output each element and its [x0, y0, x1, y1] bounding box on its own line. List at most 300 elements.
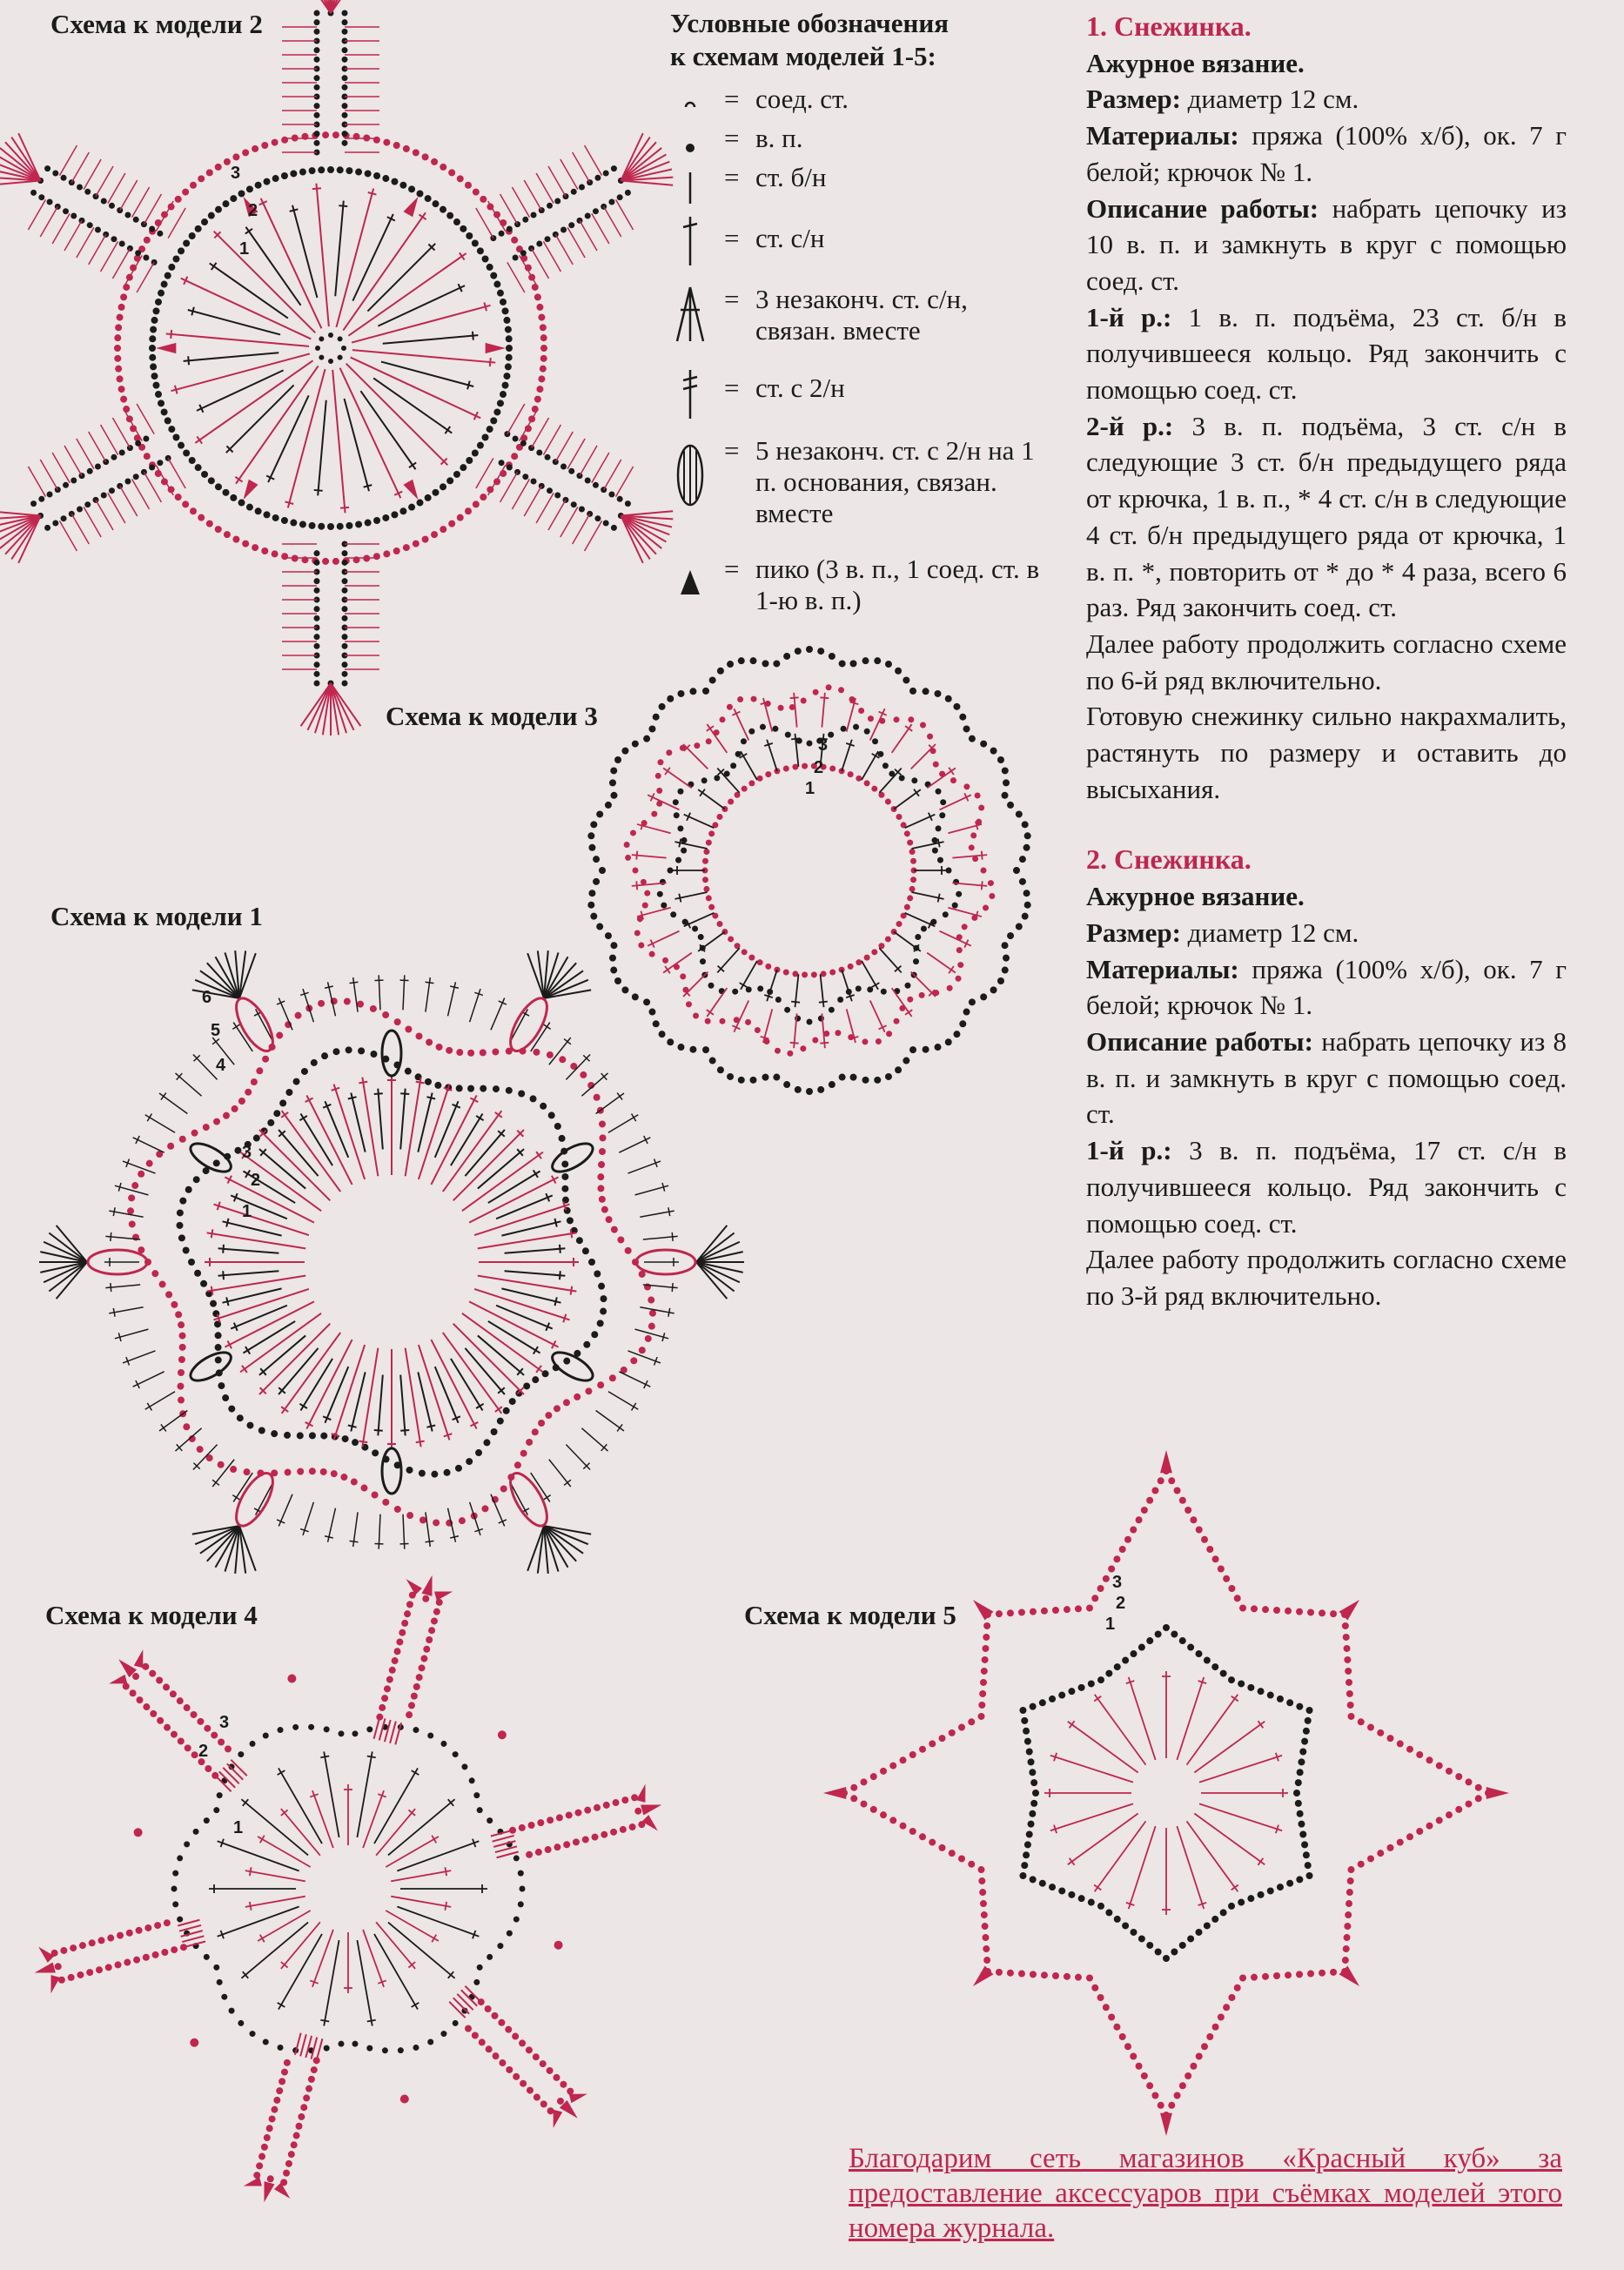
scheme-3-edge-dot: [738, 657, 745, 664]
scheme-2-pink-dot: [431, 158, 438, 165]
scheme-2-arm-fringe: [108, 493, 125, 523]
scheme-4-arm-base: [300, 2034, 306, 2056]
scheme-1-stitch-mark: [416, 1082, 425, 1084]
scheme-2-arm-fringe: [524, 180, 541, 211]
scheme-3-pink-dot: [885, 799, 891, 805]
scheme-2-pink-dot: [538, 375, 545, 382]
scheme-4-arm-dot: [582, 1836, 589, 1843]
scheme-4-arm-dot: [408, 1702, 415, 1709]
scheme-5-pink-dot: [1179, 2082, 1186, 2089]
scheme-5-chain-dot: [1029, 1769, 1036, 1776]
scheme-2-arm-dot: [47, 199, 53, 205]
scheme-4-arm-dot: [486, 2045, 493, 2052]
scheme-5-pink-dot: [1113, 2024, 1120, 2031]
scheme-1-stitch-mark: [223, 1271, 224, 1279]
scheme-2-pink-dot: [120, 293, 127, 300]
scheme-5-chain-dot: [1277, 1884, 1284, 1891]
scheme-5-stitch-mark: [1258, 1721, 1263, 1728]
scheme-2-arm-dot: [531, 212, 537, 218]
scheme-4-chain-dot: [477, 1807, 483, 1813]
scheme-2-pink-dot: [261, 142, 268, 149]
scheme-2-chain-dot: [150, 363, 157, 370]
scheme-3-stitch-mark: [982, 881, 983, 890]
scheme-5-chain-dot: [1028, 1821, 1035, 1828]
scheme-1-chain-dot: [532, 1376, 539, 1383]
scheme-2-chain-dot: [497, 290, 504, 297]
scheme-2-chain-dot: [355, 169, 362, 176]
scheme-5-pink-dot: [1475, 1795, 1482, 1802]
scheme-1-pink-dot: [594, 1094, 601, 1101]
caption-scheme-3: Схема к модели 3: [386, 701, 598, 731]
scheme-5-pink-dot: [1319, 1609, 1325, 1616]
scheme-2-chain-dot: [503, 317, 510, 324]
scheme-2-arm-dot: [314, 112, 320, 118]
scheme-2-chain-dot: [290, 170, 297, 177]
scheme-2-arm-dot: [547, 487, 553, 494]
scheme-4-arm-dot: [293, 2132, 300, 2139]
scheme-3-edge-dot: [953, 1031, 960, 1038]
scheme-2-row-label: 3: [231, 164, 241, 183]
scheme-5-row-label: 2: [1116, 1594, 1126, 1613]
scheme-3-pink-dot: [708, 830, 715, 836]
scheme-4-chain-dot: [413, 1727, 419, 1733]
scheme-2-stitch-mark: [166, 333, 309, 346]
scheme-5-diagram: [792, 1445, 1540, 2124]
scheme-2-stitch-mark: [368, 192, 377, 195]
scheme-2-chain-dot: [208, 477, 215, 484]
scheme-4-chain-dot: [229, 2008, 235, 2014]
scheme-3-pink-dot: [801, 697, 807, 703]
scheme-3-pink-dot: [838, 687, 844, 693]
scheme-5-pink-dot: [1344, 1645, 1351, 1652]
scheme-1-chain-dot: [179, 1198, 186, 1205]
scheme-1-edge-mark: [543, 1495, 550, 1501]
scheme-2-arm-fringe: [40, 460, 57, 490]
scheme-5-pink-dot: [1347, 1713, 1354, 1720]
scheme-2-stitch-mark: [226, 385, 294, 453]
scheme-5-pink-dot: [1158, 1477, 1164, 1484]
scheme-5-chain-dot: [1131, 1929, 1137, 1936]
scheme-1-pink-dot: [533, 1049, 540, 1056]
scheme-3-stitch-mark: [905, 1010, 912, 1015]
scheme-5-chain-dot: [1105, 1909, 1112, 1916]
scheme-5-chain-dot: [1131, 1650, 1137, 1657]
scheme-2-arm-fringe: [52, 213, 70, 244]
scheme-1-stitch-mark: [400, 1089, 405, 1150]
scheme-5-chain-dot: [1295, 1779, 1302, 1786]
scheme-3-stitch-mark: [914, 789, 919, 796]
scheme-4-arm-dot: [184, 1704, 191, 1711]
scheme-1-stitch-mark: [400, 1430, 409, 1431]
scheme-3-pink-dot: [702, 876, 708, 883]
scheme-1-stitch-mark: [348, 1425, 357, 1427]
scheme-4-chain-dot: [278, 2045, 284, 2051]
scheme-1-stitch-mark: [400, 1093, 409, 1094]
scheme-2-arm-fringe: [548, 166, 566, 197]
scheme-1-chain-dot: [466, 1458, 473, 1465]
scheme-1-pink-dot: [178, 1356, 185, 1363]
scheme-2-arm-fringe: [156, 201, 173, 232]
scheme-3-edge-dot: [980, 741, 987, 748]
scheme-4-arm-dot: [132, 1673, 139, 1680]
scheme-2-arm-dot: [314, 29, 320, 35]
scheme-4-arm-dot: [156, 1677, 163, 1684]
scheme-1-pink-dot: [599, 1196, 606, 1203]
scheme-4-arm-dot: [392, 1657, 399, 1664]
model-1-row-1: 1-й р.: 1 в. п. подъёма, 23 ст. б/н в получившееся кольцо. Ряд закончить с помощью соед. ст.: [1086, 301, 1567, 406]
scheme-4-stitch-mark: [245, 1870, 305, 1881]
scheme-4-stitch-mark: [245, 1897, 305, 1907]
scheme-4-picot: [406, 1579, 422, 1595]
scheme-2-arm-dot: [611, 165, 617, 171]
scheme-4-arm-dot: [225, 1745, 232, 1752]
instructions-column: [1086, 9, 1567, 1314]
scheme-2-chain-dot: [490, 417, 497, 424]
scheme-2-pink-dot: [252, 145, 258, 152]
scheme-2-chain-dot: [172, 256, 179, 263]
scheme-3-pink-dot: [706, 840, 712, 846]
scheme-2-pink-dot: [540, 324, 547, 331]
scheme-2-stitch-mark: [236, 366, 319, 483]
scheme-5-chain-dot: [1293, 1790, 1300, 1797]
scheme-1-chain-dot: [591, 1331, 598, 1338]
scheme-4-chain-dot: [250, 1741, 256, 1747]
scheme-5-chain-dot: [1138, 1644, 1145, 1651]
scheme-2-pink-dot: [480, 196, 487, 203]
scheme-3-pink-dot: [787, 1051, 793, 1057]
scheme-5-pink-dot: [981, 1911, 988, 1918]
scheme-5-chain-dot: [1023, 1851, 1030, 1858]
scheme-4-arm-dot: [384, 1685, 391, 1692]
scheme-2-pink-dot: [373, 137, 380, 144]
scheme-1-stitch-mark: [242, 1366, 247, 1373]
scheme-2-center-dot: [319, 355, 324, 360]
scheme-2-stitch-mark: [191, 307, 194, 316]
scheme-5-pink-dot: [1130, 2052, 1137, 2059]
scheme-5-pink-dot: [919, 1746, 926, 1753]
scheme-5-chain-dot: [1088, 1899, 1095, 1906]
scheme-2-arm-fringe: [616, 199, 634, 230]
scheme-2-chain-dot: [337, 523, 344, 530]
scheme-3-pink-dot: [886, 1031, 892, 1037]
scheme-3-stitch-mark: [707, 726, 714, 731]
scheme-3-edge-dot: [1003, 779, 1010, 786]
scheme-2-arm-dot: [52, 520, 58, 527]
scheme-2-stitch-mark: [332, 370, 345, 513]
scheme-5-pink-dot: [1064, 1973, 1070, 1980]
scheme-4-chain-dot: [497, 1943, 503, 1949]
scheme-5-chain-dot: [1305, 1717, 1312, 1724]
scheme-4-arm-dot: [422, 1595, 429, 1602]
scheme-5-pink-dot: [1108, 1566, 1115, 1573]
scheme-5-chain-dot: [1187, 1644, 1194, 1651]
scheme-2-arm-dot: [342, 140, 348, 146]
scheme-3-pink-dot: [864, 955, 870, 961]
scheme-5-pink-dot: [1296, 1608, 1303, 1615]
scheme-4-arm-dot: [105, 1964, 112, 1971]
scheme-3-stitch-mark: [820, 1043, 829, 1044]
scheme-2-pink-dot: [465, 507, 472, 514]
scheme-2-arm-dot: [342, 103, 348, 109]
scheme-3-edge-dot: [1024, 902, 1031, 909]
scheme-3-edge-dot: [980, 993, 987, 1000]
scheme-1-pink-dot: [331, 1470, 338, 1477]
scheme-5-pink-dot: [1113, 1555, 1120, 1562]
scheme-1-edge-mark: [543, 1024, 550, 1030]
scheme-3-edge-dot: [605, 802, 612, 809]
scheme-1-puff-stitch: [548, 1138, 597, 1177]
scheme-1-stitch-mark: [207, 1276, 306, 1292]
scheme-5-chain-dot: [1019, 1872, 1026, 1879]
scheme-2-row-label: 2: [248, 201, 258, 220]
scheme-2-chain-dot: [460, 225, 466, 232]
scheme-2-arm-fringe: [592, 213, 609, 244]
scheme-2-arm-dot: [149, 465, 155, 471]
scheme-2-pink-dot: [281, 553, 288, 560]
scheme-2-arm-dot: [545, 236, 551, 242]
scheme-3-pink-dot: [642, 903, 648, 909]
scheme-1-chain-dot: [284, 1432, 291, 1439]
scheme-2-arm-fan: [621, 181, 673, 185]
scheme-1-chain-dot: [540, 1103, 547, 1110]
scheme-4-arm-dot: [276, 2087, 283, 2094]
scheme-1-chain-dot: [342, 1435, 349, 1442]
scheme-4-stitch-mark: [320, 2020, 329, 2022]
scheme-3-stitch-mark: [819, 1002, 828, 1003]
scheme-5-pink-dot: [1367, 1855, 1374, 1862]
scheme-4-chain-dot: [487, 1954, 493, 1960]
scheme-2-chain-dot: [299, 169, 306, 176]
scheme-5-chain-dot: [1306, 1872, 1313, 1879]
scheme-1-pink-dot: [580, 1071, 587, 1078]
scheme-1-stitch-mark: [226, 1219, 228, 1227]
scheme-1-pink-dot: [129, 1220, 136, 1227]
scheme-4-arm-dot: [161, 1949, 168, 1956]
scheme-3-pink-dot: [907, 840, 913, 846]
scheme-3-edge-dot: [717, 668, 724, 675]
scheme-4-arm-dot: [528, 1822, 535, 1829]
scheme-1-chain-dot: [332, 1048, 339, 1055]
scheme-1-stitch-mark: [362, 1348, 378, 1447]
scheme-1-edge-mark: [232, 1495, 239, 1501]
scheme-4-chain-dot: [324, 1726, 330, 1732]
scheme-5-pink-dot: [1141, 1507, 1148, 1514]
scheme-1-pink-dot: [426, 1038, 433, 1045]
scheme-1-pink-dot: [456, 1049, 463, 1056]
scheme-1-pink-dot: [146, 1160, 153, 1167]
scheme-4-arm-dot: [535, 1849, 542, 1856]
scheme-5-pink-dot: [1075, 1974, 1082, 1981]
scheme-3-pink-dot: [783, 969, 789, 975]
scheme-1-stitch-mark: [362, 1078, 378, 1177]
scheme-3-edge-dot: [610, 767, 617, 774]
scheme-1-pink-dot: [213, 1118, 220, 1125]
model-2-technique: Ажурное вязание.: [1086, 881, 1305, 912]
scheme-1-stitch-mark: [536, 1366, 541, 1373]
scheme-1-pink-dot: [245, 1089, 252, 1096]
scheme-2-arm-fringe: [488, 465, 506, 495]
scheme-2-pink-dot: [536, 304, 543, 311]
scheme-2-arm-fringe: [64, 220, 82, 251]
scheme-4-arm-dot: [534, 2093, 540, 2100]
scheme-2-arm-dot: [61, 515, 67, 521]
scheme-4-chain-dot: [352, 1730, 359, 1736]
scheme-5-chain-dot: [1068, 1891, 1075, 1898]
scheme-5-chain-dot: [1296, 1876, 1303, 1883]
scheme-1-pink-dot: [547, 1051, 554, 1058]
scheme-3-edge-dot: [935, 1044, 942, 1051]
scheme-3-pink-dot: [896, 814, 903, 820]
scheme-1-chain-dot: [467, 1085, 474, 1092]
scheme-2-arm-dot: [625, 190, 631, 196]
scheme-3-edge-dot: [709, 676, 716, 683]
scheme-3-pink-dot: [703, 886, 709, 892]
scheme-4-arm-dot: [164, 1919, 171, 1926]
scheme-2-arm-dot: [30, 190, 37, 196]
scheme-1-chain-dot: [594, 1271, 601, 1278]
scheme-1-chain-dot: [267, 1119, 274, 1126]
scheme-2-pink-dot: [190, 182, 197, 189]
scheme-2-arm-dot: [342, 131, 348, 137]
scheme-5-pink-dot: [1465, 1778, 1472, 1785]
scheme-4-arm-dot: [123, 1682, 130, 1689]
scheme-3-pink-dot: [765, 771, 771, 777]
scheme-3-edge-dot: [783, 653, 790, 660]
scheme-2-arm-dot: [342, 10, 348, 17]
scheme-3-pink-dot: [633, 868, 639, 874]
scheme-5-pink-dot: [1136, 2063, 1143, 2070]
scheme-1-pink-dot: [165, 1291, 172, 1298]
scheme-3-chain-dot: [730, 762, 736, 769]
scheme-4-chain-dot: [366, 1726, 372, 1732]
model-1-size: Размер: диаметр 12 см.: [1086, 84, 1359, 115]
scheme-2-arm-fringe: [84, 507, 101, 537]
scheme-2-arm-dot: [608, 199, 614, 205]
scheme-2-picot: [156, 343, 176, 353]
scheme-1-pink-dot: [151, 1270, 158, 1277]
scheme-2-center-dot: [338, 355, 343, 360]
scheme-5-pink-dot: [1234, 1595, 1241, 1602]
scheme-3-pink-dot: [963, 783, 970, 789]
scheme-5-pink-dot: [1141, 2072, 1148, 2079]
scheme-2-arm-dot: [124, 212, 131, 218]
scheme-4-chain-dot: [520, 1886, 526, 1892]
scheme-2-arm-fringe: [132, 187, 150, 218]
scheme-4-arm-dot: [560, 2081, 567, 2088]
scheme-1-edge-mark: [113, 1308, 115, 1317]
scheme-2-chain-dot: [446, 212, 453, 219]
scheme-1-pink-dot: [179, 1136, 186, 1143]
scheme-2-arm-dot: [342, 550, 348, 556]
scheme-4-arm-dot: [526, 2046, 533, 2053]
scheme-1-pink-dot: [159, 1281, 166, 1288]
scheme-2-arm-fringe: [168, 208, 185, 238]
scheme-3-chain-dot: [807, 1019, 813, 1025]
scheme-5-chain-dot: [1021, 1717, 1028, 1724]
scheme-1-chain-dot: [185, 1186, 192, 1193]
scheme-2-arm-dot: [342, 681, 348, 687]
scheme-4-arm-dot: [472, 2032, 479, 2039]
caption-scheme-4: Схема к модели 4: [45, 1600, 258, 1630]
scheme-2-arm-dot: [84, 501, 91, 507]
scheme-1-row-label: 4: [216, 1056, 226, 1075]
scheme-2-arm-dot: [594, 175, 601, 181]
scheme-3-pink-dot: [702, 858, 708, 864]
scheme-4-arm-base: [493, 1836, 514, 1842]
scheme-4-chain-dot: [413, 2045, 419, 2051]
scheme-2-arm-dot: [554, 198, 560, 204]
scheme-2-arm-dot: [119, 449, 125, 455]
scheme-4-arm-dot: [163, 1683, 170, 1690]
scheme-2-chain-dot: [440, 483, 446, 490]
scheme-1-stitch-mark: [554, 1297, 556, 1306]
scheme-4-arm-dot: [136, 1927, 143, 1934]
scheme-1-chain-dot: [271, 1430, 278, 1437]
scheme-1-pink-dot: [563, 1399, 570, 1406]
scheme-5-pink-dot: [1344, 1656, 1351, 1663]
scheme-1-edge-mark: [232, 1024, 239, 1030]
scheme-5-pink-dot: [1174, 2092, 1181, 2099]
scheme-3-edge-dot: [1002, 792, 1009, 799]
scheme-5-picot: [1160, 1450, 1172, 1473]
scheme-5-pink-dot: [1251, 1974, 1258, 1981]
scheme-2-arm-dot: [342, 57, 348, 63]
scheme-2-chain-dot: [466, 232, 473, 239]
scheme-1-puff-stitch: [186, 1347, 235, 1386]
scheme-5-chain-dot: [1171, 1948, 1178, 1955]
scheme-3-pink-dot: [706, 895, 712, 901]
scheme-2-arm-fringe: [132, 479, 150, 509]
scheme-4-picot: [50, 1975, 60, 1993]
scheme-3-edge-dot: [885, 1073, 892, 1080]
scheme-2-arm-dot: [608, 491, 614, 497]
scheme-1-pink-dot: [309, 1467, 316, 1474]
scheme-5-pink-dot: [1273, 1607, 1280, 1614]
scheme-3-edge-dot: [632, 741, 639, 748]
scheme-2-chain-dot: [281, 517, 288, 524]
scheme-1-pink-dot: [351, 1479, 358, 1486]
scheme-2-chain-dot: [453, 218, 460, 225]
scheme-5-chain-dot: [1023, 1728, 1030, 1735]
scheme-2-stitch-mark: [352, 306, 490, 343]
scheme-3-stitch-mark: [700, 789, 705, 796]
scheme-1-stitch-mark: [478, 1232, 577, 1248]
scheme-3-chain-dot: [921, 925, 927, 931]
scheme-1-edge-mark: [564, 1039, 571, 1044]
scheme-5-chain-dot: [1114, 1916, 1121, 1923]
scheme-4-chain-dot: [518, 1901, 524, 1907]
scheme-5-stitch-mark: [1231, 1696, 1238, 1702]
scheme-5-pink-dot: [1285, 1971, 1292, 1978]
scheme-3-chain-dot: [661, 903, 667, 909]
scheme-5-pink-dot: [958, 1724, 965, 1731]
scheme-5-pink-dot: [979, 1889, 986, 1896]
scheme-2-arm-dot: [507, 465, 513, 471]
scheme-5-pink-dot: [949, 1729, 956, 1736]
scheme-1-pink-dot: [382, 1011, 389, 1018]
scheme-5-pink-dot: [1426, 1756, 1433, 1763]
scheme-4-arm-dot: [547, 1817, 554, 1823]
scheme-5-chain-dot: [1146, 1942, 1153, 1949]
scheme-4-arm-dot: [178, 1737, 185, 1744]
scheme-2-arm-dot: [314, 57, 320, 63]
scheme-1-puff-stitch: [382, 1031, 401, 1076]
scheme-1-chain-dot: [253, 1135, 260, 1142]
scheme-4-arm-dot: [420, 1655, 427, 1662]
scheme-1-chain-dot: [372, 1449, 379, 1456]
scheme-4-chain-dot: [213, 1807, 219, 1813]
scheme-5-pink-dot: [1179, 1497, 1186, 1504]
